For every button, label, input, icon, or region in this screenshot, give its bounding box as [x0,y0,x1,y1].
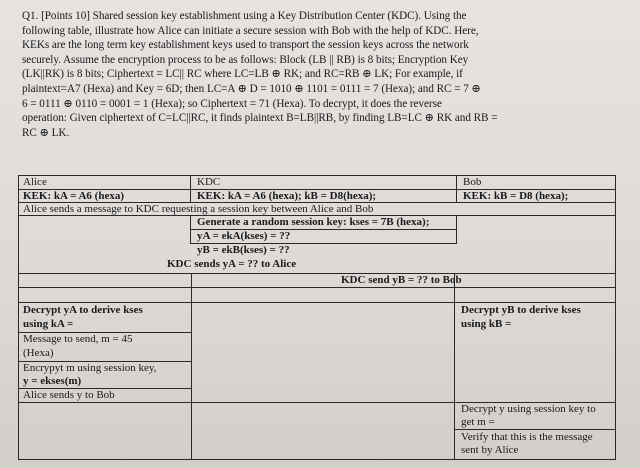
bob-verify-line: sent by Alice [461,444,519,456]
table-rule [191,273,192,460]
table-rule [190,215,191,244]
question-text [22,9,618,140]
kdc-ya-text: yA = ekA(kses) = ?? [197,230,291,242]
table-border-right [615,175,616,460]
kdc-keks-text: KEK: kA = A6 (hexa); kB = D8(hexa); [197,190,377,202]
kdc-yb-text: yB = ekB(kses) = ?? [197,244,290,256]
kdc-sends-yb-text: KDC send yB = ?? to Bob [341,274,462,286]
kdc-yb [194,244,293,257]
bob-decrypt-text: Decrypt yB to derive kses [461,304,581,316]
table-rule [454,273,455,460]
alice-encrypt [20,362,159,388]
table-border-top [18,175,616,176]
bob-decrypt-y-line: Decrypt y using session key to [461,403,596,415]
table-border-bottom [18,459,616,460]
table-rule [454,429,616,430]
question-line: KEKs are the long term key establishment keys used to transport the session keys across the network [22,39,469,52]
question-line: plaintext=A7 (Hexa) and Key = 6D; then LC=A ⊕ D = 1010 ⊕ 1101 = 0111 = 7 (Hexa); and RC = 7 ⊕ [22,82,481,95]
question-line: securely. Assume the encryption process to be as follows: Block (LB || RB) is 8 bits; Encryption Key [22,53,469,66]
kdc-generate-key [194,216,432,229]
bob-kek-text: KEK: kB = D8 (hexa); [463,190,569,202]
question-line: Q1. [Points 10] Shared session key establishment using a Key Distribution Center (KDC). Using the [22,10,467,22]
kdc-sends-yb [338,274,465,287]
question-line: RC ⊕ LK. [22,126,70,139]
alice-encrypt-line [23,375,156,388]
question-line: operation: Given ciphertext of C=LC||RC, it finds plaintext B=LB||RB, by finding LB=LC ⊕ RK and RB = [22,112,498,125]
table-border-left [18,175,19,460]
alice-decrypt-text: Decrypt yA to derive kses [23,304,143,316]
alice-header: Alice [23,176,47,188]
kdc-header: KDC [197,176,221,188]
kdc-protocol-table [18,175,616,460]
alice-encrypt-line: Encrypyt m using session key, [23,362,157,374]
kdc-sends-ya [164,258,299,271]
bob-decrypt-text: using kB = [461,318,512,330]
alice-encrypt-formula: y = ekses(m) [23,375,82,387]
table-rule [456,215,457,244]
alice-message-line: (Hexa) [23,346,54,359]
bob-verify [458,431,596,457]
bob-decrypt-y-line: get m = [461,416,495,428]
alice-decrypt-text: using kA = [23,318,74,330]
table-rule [18,287,616,288]
question-line: (LK||RK) is 8 bits; Ciphertext = LC|| RC where LC=LB ⊕ RK; and RC=RB ⊕ LK; For example, if [22,68,463,81]
table-rule [18,273,616,274]
kdc-keks [194,190,379,203]
bob-decrypt-line [461,303,581,317]
alice-decrypt-line [23,317,143,331]
bob-decrypt-line [461,317,581,331]
kdc-sends-ya-text: KDC sends yA = ?? to Alice [167,258,297,270]
alice-request: Alice sends a message to KDC requesting a session key between Alice and Bob [23,203,374,215]
bob-verify-line: Verify that this is the message [461,431,593,443]
table-rule [190,175,191,203]
kdc-generate-key-text: Generate a random session key: kses = 7B (hexa); [197,216,430,228]
alice-decrypt-ya [20,303,146,331]
alice-message-line: Message to send, m = 45 [23,333,133,345]
bob-header: Bob [463,176,482,188]
alice-sends-y: Alice sends y to Bob [23,389,115,401]
bob-decrypt-y [458,403,599,429]
alice-decrypt-line [23,303,143,317]
bob-decrypt-yb [458,303,584,331]
question-line: following table, illustrate how Alice can initiate a secure session with Bob with the help of KDC. Here, [22,24,479,37]
alice-kek [20,190,127,203]
bob-kek [460,190,571,203]
kdc-ya [194,230,293,243]
alice-message [20,333,135,360]
question-line: 6 = 0111 ⊕ 0110 = 0001 = 1 (Hexa); so Ciphertext = 71 (Hexa). To decrypt, it does the reverse [22,97,442,110]
table-rule [456,175,457,203]
alice-kek-text: KEK: kA = A6 (hexa) [23,190,124,202]
